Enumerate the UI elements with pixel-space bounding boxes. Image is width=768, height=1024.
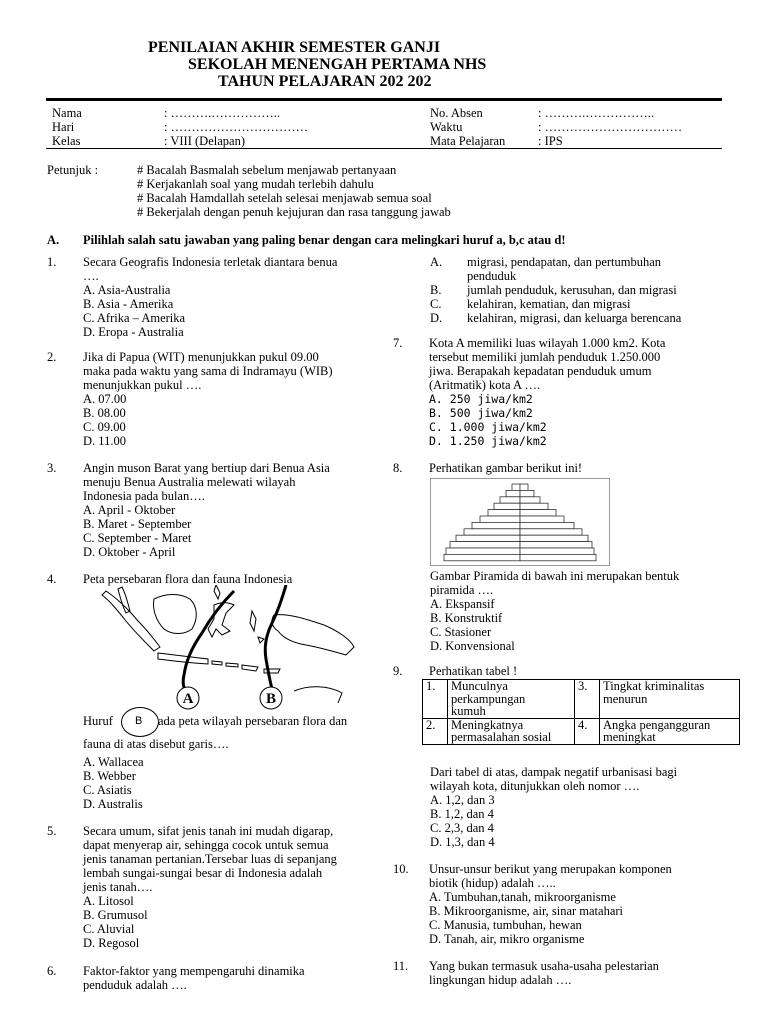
question-text: dapat menyerap air, sehingga cocok untuk semua xyxy=(83,838,329,852)
answer-option[interactable]: D. 1,3, dan 4 xyxy=(430,835,495,849)
question-text: jenis tanah…. xyxy=(83,880,153,894)
pyramid-bar-right xyxy=(520,542,592,548)
pyramid-bar-right xyxy=(520,484,528,490)
section-letter: A. xyxy=(47,233,60,247)
question-text: Jika di Papua (WIT) menunjukkan pukul 09.00 xyxy=(83,350,319,364)
answer-option[interactable]: C. Manusia, tumbuhan, hewan xyxy=(429,918,582,932)
option-text: kelahiran, kematian, dan migrasi xyxy=(467,297,631,311)
pyramid-bar-left xyxy=(480,516,520,522)
answer-option[interactable]: C. Afrika – Amerika xyxy=(83,311,186,325)
answer-option[interactable] xyxy=(430,255,681,269)
answer-option[interactable]: A. 07.00 xyxy=(83,392,127,406)
answer-option[interactable]: B. Webber xyxy=(83,769,136,783)
header-rule xyxy=(46,98,722,101)
question-number: 6. xyxy=(47,964,57,978)
instruction-item: # Bekerjalah dengan penuh kejujuran dan rasa tanggung jawab xyxy=(137,205,451,219)
answer-option[interactable]: A. Litosol xyxy=(83,894,134,908)
table-cell-number: 3. xyxy=(575,680,600,719)
population-pyramid-image xyxy=(430,478,610,566)
question-text: piramida …. xyxy=(430,583,494,597)
question-text: maka pada waktu yang sama di Indramayu (WIB) xyxy=(83,364,333,378)
question-text: ada peta wilayah persebaran flora dan xyxy=(158,714,348,728)
absence-number-label: No. Absen xyxy=(430,106,483,120)
answer-option[interactable]: D. Oktober - April xyxy=(83,545,176,559)
answer-option[interactable]: C. 1.000 jiwa/km2 xyxy=(429,420,547,434)
table-cell xyxy=(600,680,740,719)
circled-letter: B xyxy=(135,715,143,727)
question-text: biotik (hidup) adalah ….. xyxy=(429,876,556,890)
option-letter: C. xyxy=(430,297,442,311)
question-text: fauna di atas disebut garis…. xyxy=(83,737,229,751)
question-text: Huruf xyxy=(83,714,113,728)
pyramid-bar-right xyxy=(520,490,534,496)
question-number: 5. xyxy=(47,824,57,838)
answer-option[interactable]: C. 2,3, dan 4 xyxy=(430,821,494,835)
question-text: wilayah kota, ditunjukkan oleh nomor …. xyxy=(430,779,640,793)
table-row xyxy=(423,680,740,719)
table-row xyxy=(423,718,740,744)
subject-label: Mata Pelajaran xyxy=(430,134,506,148)
answer-option[interactable]: A. Tumbuhan,tanah, mikroorganisme xyxy=(429,890,616,904)
class-value: : VIII (Delapan) xyxy=(164,134,245,148)
answer-option[interactable]: B. Maret - September xyxy=(83,517,192,531)
question-text: tersebut memiliki jumlah penduduk 1.250.000 xyxy=(429,350,661,364)
pyramid-bar-right xyxy=(520,522,574,528)
name-field[interactable]: : ……….…………….. xyxy=(164,106,280,120)
answer-option[interactable]: B. Mikroorganisme, air, sinar matahari xyxy=(429,904,624,918)
identity-rule xyxy=(46,148,722,149)
answer-option[interactable]: D. Australis xyxy=(83,797,143,811)
map-label-b: B xyxy=(265,691,277,707)
answer-option[interactable]: A. 1,2, dan 3 xyxy=(430,793,495,807)
answer-option[interactable]: B. 1,2, dan 4 xyxy=(430,807,494,821)
question-text: (Aritmatik) kota A …. xyxy=(429,378,541,392)
answer-option[interactable]: D. Tanah, air, mikro organisme xyxy=(429,932,585,946)
pyramid-bar-left xyxy=(500,497,520,503)
answer-option[interactable] xyxy=(430,283,681,297)
answer-option[interactable]: A. Ekspansif xyxy=(430,597,495,611)
answer-option[interactable] xyxy=(430,297,681,311)
pyramid-bar-right xyxy=(520,529,582,535)
pyramid-bar-left xyxy=(464,529,520,535)
answer-option[interactable]: A. 250 jiwa/km2 xyxy=(429,392,533,406)
answer-option[interactable]: D. 1.250 jiwa/km2 xyxy=(429,434,547,448)
question-text: Indonesia pada bulan…. xyxy=(83,489,205,503)
question-text: penduduk adalah …. xyxy=(83,978,187,992)
answer-option[interactable]: C. Asiatis xyxy=(83,783,132,797)
option-letter: B. xyxy=(430,283,442,297)
question-number: 9. xyxy=(393,664,403,678)
answer-option[interactable]: C. Aluvial xyxy=(83,922,135,936)
table-cell-number: 1. xyxy=(423,680,448,719)
question-text: jiwa. Berapakah kepadatan penduduk umum xyxy=(429,364,652,378)
instruction-item: # Bacalah Hamdallah setelah selesai menjawab semua soal xyxy=(137,191,432,205)
map-label-a: A xyxy=(182,691,194,707)
question-text: Peta persebaran flora dan fauna Indonesia xyxy=(83,572,293,586)
question-6-options xyxy=(430,255,681,325)
table-cell xyxy=(448,718,575,744)
pyramid-bar-left xyxy=(506,490,520,496)
answer-option[interactable]: A. Asia-Australia xyxy=(83,283,171,297)
option-letter: D. xyxy=(430,311,443,325)
question-text: Yang bukan termasuk usaha-usaha pelestarian xyxy=(429,959,659,973)
pyramid-bar-right xyxy=(520,516,564,522)
exam-title: PENILAIAN AKHIR SEMESTER GANJI xyxy=(148,39,441,56)
question-text: Angin muson Barat yang bertiup dari Benua Asia xyxy=(83,461,330,475)
table-cell-text: Meningkatnya xyxy=(451,717,524,732)
class-label: Kelas xyxy=(52,134,81,148)
answer-option[interactable]: A. April - Oktober xyxy=(83,503,176,517)
pyramid-bar-left xyxy=(456,535,520,541)
answer-option-continued xyxy=(430,269,681,283)
question-text: Secara umum, sifat jenis tanah ini mudah digarap, xyxy=(83,824,334,838)
question-text: Secara Geografis Indonesia terletak diantara benua xyxy=(83,255,338,269)
instruction-item: # Bacalah Basmalah sebelum menjawab pertanyaan xyxy=(137,163,397,177)
table-cell-number: 2. xyxy=(423,718,448,744)
pyramid-bar-right xyxy=(520,548,594,554)
absence-number-field[interactable]: : ……….…………….. xyxy=(538,106,654,120)
table-cell-text: menurun xyxy=(603,691,648,706)
answer-option[interactable] xyxy=(430,311,681,325)
table-cell-text: Tingkat kriminalitas xyxy=(603,679,705,693)
question-number: 10. xyxy=(393,862,409,876)
question-number: 11. xyxy=(393,959,409,973)
answer-option[interactable]: B. Grumusol xyxy=(83,908,148,922)
time-label: Waktu xyxy=(430,120,463,134)
answer-option[interactable]: C. September - Maret xyxy=(83,531,192,545)
table-cell-text: Angka pengangguran xyxy=(603,717,711,732)
question-text: Perhatikan gambar berikut ini! xyxy=(429,461,583,475)
pyramid-bar-left xyxy=(512,484,520,490)
table-cell-text: permasalahan sosial xyxy=(451,730,552,744)
pyramid-bar-left xyxy=(450,542,520,548)
table-cell xyxy=(448,680,575,719)
pyramid-bar-left xyxy=(494,503,520,509)
school-name: SEKOLAH MENENGAH PERTAMA NHS xyxy=(188,56,487,73)
question-text: menuju Benua Australia melewati wilayah xyxy=(83,475,296,489)
question-9-body xyxy=(430,765,677,849)
question-text: Gambar Piramida di bawah ini merupakan bentuk xyxy=(430,569,680,583)
day-label: Hari xyxy=(52,120,75,134)
option-text: kelahiran, migrasi, dan keluarga berencana xyxy=(467,311,682,325)
pyramid-bar-right xyxy=(520,510,556,516)
flora-fauna-map xyxy=(88,585,358,710)
answer-option[interactable]: B. 08.00 xyxy=(83,406,126,420)
instruction-item: # Kerjakanlah soal yang mudah terlebih dahulu xyxy=(137,177,374,191)
question-text: Perhatikan tabel ! xyxy=(429,664,518,678)
answer-option[interactable]: B. Asia - Amerika xyxy=(83,297,174,311)
question-text: jenis tanaman pertanian.Tersebar luas di sepanjang xyxy=(83,852,337,866)
section-instruction: Pilihlah salah satu jawaban yang paling benar dengan cara melingkari huruf a, b,c atau d! xyxy=(83,233,566,247)
question-text: Unsur-unsur berikut yang merupakan komponen xyxy=(429,862,672,876)
option-text: jumlah penduduk, kerusuhan, dan migrasi xyxy=(467,283,677,297)
question-number: 4. xyxy=(47,572,57,586)
question-number: 7. xyxy=(393,336,403,350)
pyramid-bar-left xyxy=(444,554,520,560)
answer-option[interactable]: C. 09.00 xyxy=(83,420,126,434)
question-text: …. xyxy=(83,269,99,283)
table-cell-text: Munculnya xyxy=(451,679,508,693)
name-label: Nama xyxy=(52,106,82,120)
time-field[interactable]: : …………………………… xyxy=(538,120,683,134)
answer-option[interactable]: C. Stasioner xyxy=(430,625,492,639)
question-number: 2. xyxy=(47,350,57,364)
subject-value: : IPS xyxy=(538,134,563,148)
answer-option[interactable]: B. 500 jiwa/km2 xyxy=(429,406,533,420)
option-text: migrasi, pendapatan, dan pertumbuhan xyxy=(467,255,662,269)
table-cell-text: meningkat xyxy=(603,730,656,744)
pyramid-bar-right xyxy=(520,554,596,560)
table-cell xyxy=(600,718,740,744)
table-cell-number: 4. xyxy=(575,718,600,744)
pyramid-bar-right xyxy=(520,497,540,503)
answer-option[interactable]: D. Konvensional xyxy=(430,639,515,653)
pyramid-bar-right xyxy=(520,503,548,509)
urbanization-table xyxy=(422,679,740,745)
option-letter: A. xyxy=(430,255,443,269)
question-text: Faktor-faktor yang mempengaruhi dinamika xyxy=(83,964,305,978)
question-text: menunjukkan pukul …. xyxy=(83,378,202,392)
question-number: 3. xyxy=(47,461,57,475)
table-cell-text: kumuh xyxy=(451,704,486,718)
line-a xyxy=(183,591,234,693)
pyramid-bar-left xyxy=(446,548,520,554)
option-text: penduduk xyxy=(467,269,517,283)
instructions-label: Petunjuk : xyxy=(47,163,99,177)
pyramid-bar-left xyxy=(488,510,520,516)
day-field[interactable]: : …………………………… xyxy=(164,120,309,134)
table-cell-text: perkampungan xyxy=(451,691,526,706)
question-8-body xyxy=(430,569,679,653)
question-text: Dari tabel di atas, dampak negatif urbanisasi bagi xyxy=(430,765,678,779)
answer-option[interactable]: A. Wallacea xyxy=(83,755,144,769)
answer-option[interactable]: D. Regosol xyxy=(83,936,140,950)
question-text: Kota A memiliki luas wilayah 1.000 km2. Kota xyxy=(429,336,666,350)
question-text: lembah sungai-sungai besar di Indonesia adalah xyxy=(83,866,323,880)
answer-option[interactable]: D. 11.00 xyxy=(83,434,126,448)
pyramid-bar-right xyxy=(520,535,588,541)
answer-option[interactable]: B. Konstruktif xyxy=(430,611,503,625)
question-number: 8. xyxy=(393,461,403,475)
pyramid-bar-left xyxy=(472,522,520,528)
question-text: lingkungan hidup adalah …. xyxy=(429,973,572,987)
question-number: 1. xyxy=(47,255,57,269)
answer-option[interactable]: D. Eropa - Australia xyxy=(83,325,184,339)
academic-year: TAHUN PELAJARAN 202 202 xyxy=(218,73,432,90)
